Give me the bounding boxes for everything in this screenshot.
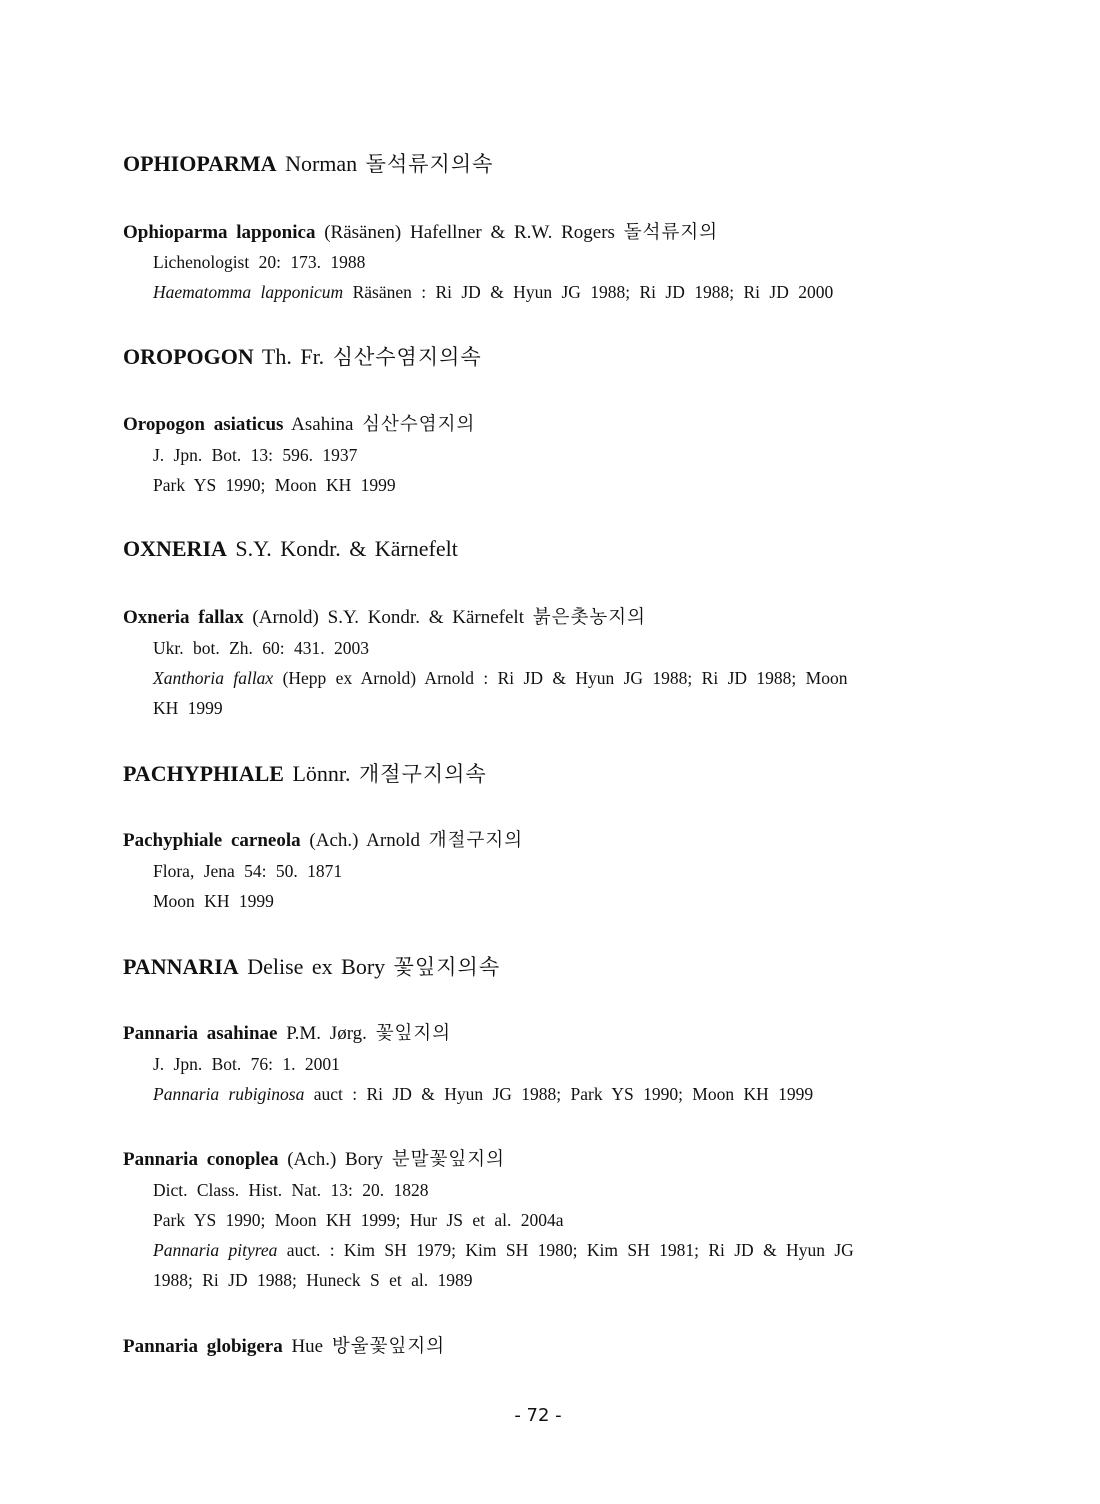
- species-author: (Ach.) Bory: [287, 1149, 384, 1170]
- genus-author: S.Y. Kondr. & Kärnefelt: [235, 536, 458, 561]
- synonym-name: Haematomma lapponicum: [153, 282, 344, 302]
- genus-author: Th. Fr.: [261, 344, 325, 369]
- records: Park YS 1990; Moon KH 1999: [153, 475, 396, 495]
- citation: J. Jpn. Bot. 13: 596. 1937: [153, 445, 358, 465]
- synonym-line: [153, 668, 847, 689]
- species-heading: [123, 410, 475, 436]
- species-name: Ophioparma lapponica: [123, 222, 316, 243]
- species-korean-name: 돌석류지의: [623, 222, 719, 243]
- citation: Ukr. bot. Zh. 60: 431. 2003: [153, 638, 370, 658]
- species-name: Oxneria fallax: [123, 607, 244, 628]
- species-name: Pannaria globigera: [123, 1336, 283, 1357]
- species-name: Oropogon asiaticus: [123, 414, 284, 435]
- genus-name: OPHIOPARMA: [123, 151, 277, 176]
- species-name: Pannaria conoplea: [123, 1149, 279, 1170]
- citation: Lichenologist 20: 173. 1988: [153, 252, 366, 272]
- species-korean-name: 분말꽃잎지의: [391, 1149, 506, 1170]
- species-author: (Arnold) S.Y. Kondr. & Kärnefelt: [252, 607, 524, 628]
- species-heading: [123, 826, 523, 852]
- species-korean-name: 방울꽃잎지의: [331, 1336, 446, 1357]
- records: Park YS 1990; Moon KH 1999; Hur JS et al. 2004a: [153, 1210, 564, 1230]
- species-author: (Ach.) Arnold: [309, 830, 420, 851]
- synonym-continuation: KH 1999: [153, 698, 223, 718]
- synonym-text: (Hepp ex Arnold) Arnold : Ri JD & Hyun JG 1988; Ri JD 1988; Moon: [282, 668, 848, 688]
- genus-heading-ophioparma: [123, 148, 493, 178]
- species-author: Hue: [291, 1336, 324, 1357]
- genus-author: Lönnr.: [292, 761, 351, 786]
- genus-korean-name: 돌석류지의속: [365, 152, 494, 176]
- synonym-name: Pannaria pityrea: [153, 1240, 278, 1260]
- species-author: (Räsänen) Hafellner & R.W. Rogers: [324, 222, 615, 243]
- page-number: - 72 -: [514, 1405, 562, 1426]
- species-heading: [123, 1145, 505, 1171]
- species-heading: [123, 218, 718, 244]
- species-korean-name: 붉은촛농지의: [532, 607, 646, 628]
- synonym-line: [153, 1240, 854, 1261]
- species-heading: [123, 1019, 451, 1045]
- synonym-text: auct. : Kim SH 1979; Kim SH 1980; Kim SH 1981; Ri JD & Hyun JG: [286, 1240, 854, 1260]
- genus-name: OXNERIA: [123, 536, 227, 561]
- genus-author: Norman: [285, 151, 358, 176]
- species-heading: [123, 1332, 445, 1358]
- synonym-text: auct : Ri JD & Hyun JG 1988; Park YS 1990; Moon KH 1999: [313, 1084, 814, 1104]
- species-name: Pachyphiale carneola: [123, 830, 301, 851]
- genus-heading-pachyphiale: [123, 758, 487, 788]
- genus-korean-name: 꽃잎지의속: [393, 955, 501, 979]
- genus-name: PANNARIA: [123, 954, 239, 979]
- genus-name: OROPOGON: [123, 344, 254, 369]
- records: Moon KH 1999: [153, 891, 274, 911]
- species-korean-name: 개절구지의: [428, 830, 524, 851]
- genus-korean-name: 심산수염지의속: [332, 345, 482, 369]
- species-heading: [123, 603, 646, 629]
- species-korean-name: 심산수염지의: [362, 414, 476, 435]
- synonym-line: [153, 282, 833, 303]
- citation: J. Jpn. Bot. 76: 1. 2001: [153, 1054, 340, 1074]
- genus-heading-oropogon: [123, 341, 482, 371]
- species-author: Asahina: [291, 414, 354, 435]
- genus-heading-oxneria: [123, 536, 458, 562]
- synonym-name: Xanthoria fallax: [153, 668, 274, 688]
- genus-heading-pannaria: [123, 951, 500, 981]
- synonym-line: [153, 1084, 813, 1105]
- genus-name: PACHYPHIALE: [123, 761, 284, 786]
- synonym-continuation: 1988; Ri JD 1988; Huneck S et al. 1989: [153, 1270, 473, 1290]
- synonym-text: Räsänen : Ri JD & Hyun JG 1988; Ri JD 1988; Ri JD 2000: [352, 282, 834, 302]
- synonym-name: Pannaria rubiginosa: [153, 1084, 305, 1104]
- species-name: Pannaria asahinae: [123, 1023, 278, 1044]
- citation: Dict. Class. Hist. Nat. 13: 20. 1828: [153, 1180, 429, 1200]
- citation: Flora, Jena 54: 50. 1871: [153, 861, 343, 881]
- genus-author: Delise ex Bory: [247, 954, 386, 979]
- species-korean-name: 꽃잎지의: [375, 1023, 452, 1044]
- genus-korean-name: 개절구지의속: [359, 762, 487, 786]
- species-author: P.M. Jørg.: [286, 1023, 367, 1044]
